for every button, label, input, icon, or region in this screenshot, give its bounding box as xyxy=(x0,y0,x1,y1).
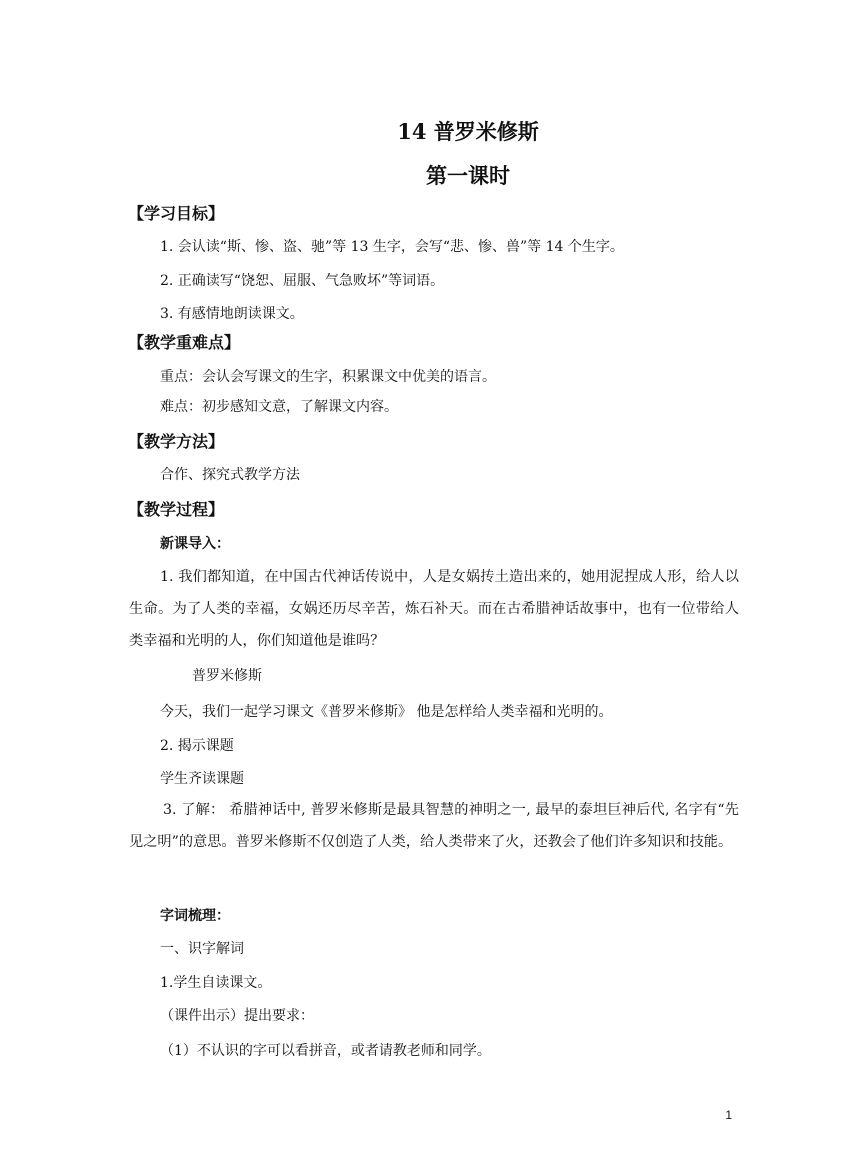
difficulty-heading: 【教学重难点】 xyxy=(128,333,241,352)
page-number: 1 xyxy=(725,1108,732,1122)
lesson-subtitle: 第一课时 xyxy=(426,163,510,188)
process-heading: 【教学过程】 xyxy=(128,500,225,519)
intro-heading: 新课导入： xyxy=(160,536,230,552)
vocab-line-3: （课件出示）提出要求： xyxy=(160,1008,314,1024)
reveal-text: 2. 揭示课题 xyxy=(160,738,234,754)
goal-1: 1. 会认读“斯、惨、盗、驰”等 13 生字，会写“悲、惨、兽”等 14 个生字。 xyxy=(160,239,624,255)
today-text: 今天，我们一起学习课文《普罗米修斯》 他是怎样给人类幸福和光明的。 xyxy=(160,704,613,720)
vocab-line-2: 1.学生自读课文。 xyxy=(160,975,272,991)
read-title-text: 学生齐读课题 xyxy=(160,771,244,787)
vocab-heading: 字词梳理： xyxy=(160,908,230,924)
key-point: 重点：会认会写课文的生字，积累课文中优美的语言。 xyxy=(160,369,496,385)
method-heading: 【教学方法】 xyxy=(128,432,225,451)
method-text: 合作、探究式教学方法 xyxy=(160,467,300,483)
goals-heading: 【学习目标】 xyxy=(128,204,225,223)
goal-3: 3. 有感情地朗读课文。 xyxy=(160,306,304,322)
vocab-line-1: 一、识字解词 xyxy=(160,941,244,957)
goal-2: 2. 正确读写“饶恕、屈服、气急败坏”等词语。 xyxy=(160,273,445,289)
understand-paragraph: 3. 了解： 希腊神话中, 普罗米修斯是最具智慧的神明之一, 最早的泰坦巨神后代, 名字有“先见之明”的意思。普罗米修斯不仅创造了人类，给人类带来了火，还教会了他们许多知识和技能。 xyxy=(129,802,739,850)
intro-paragraph: 1. 我们都知道，在中国古代神话传说中，人是女娲抟土造出来的，她用泥捏成人形，给人以生命。为了人类的幸福，女娲还历尽辛苦，炼石补天。而在古希腊神话故事中，也有一位带给人类幸福和光明的人，你们知道他是谁吗？ xyxy=(129,569,739,649)
hard-point: 难点：初步感知文意，了解课文内容。 xyxy=(160,399,398,415)
lesson-title: 14 普罗米修斯 xyxy=(397,119,539,144)
vocab-line-4: （1）不认识的字可以看拼音，或者请教老师和同学。 xyxy=(160,1043,491,1059)
answer-text: 普罗米修斯 xyxy=(192,668,262,684)
